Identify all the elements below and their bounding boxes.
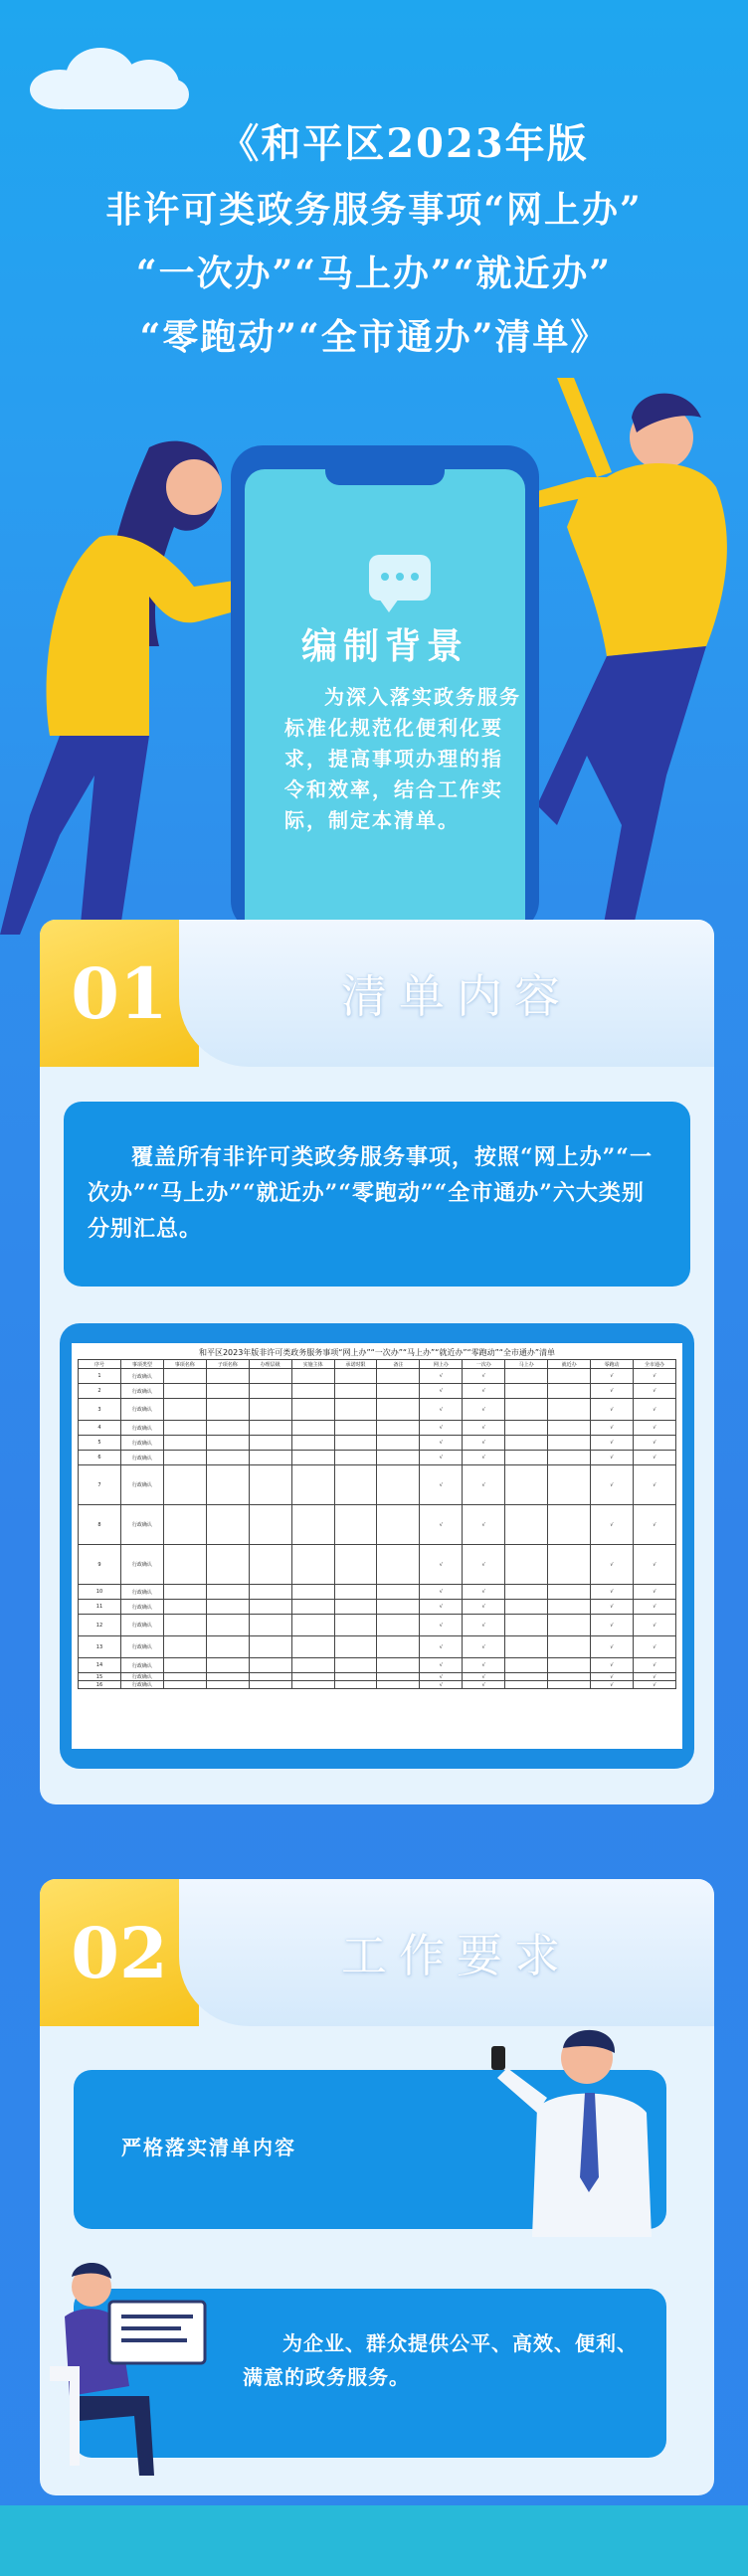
table-cell <box>249 1451 291 1465</box>
table-cell: √ <box>591 1681 634 1689</box>
table-cell <box>377 1369 420 1384</box>
table-cell <box>505 1636 548 1658</box>
table-cell <box>505 1369 548 1384</box>
section-number: 01 <box>71 951 168 1035</box>
table-cell <box>548 1585 591 1600</box>
table-cell <box>291 1399 334 1421</box>
list-table <box>72 1343 682 1749</box>
table-cell: √ <box>591 1658 634 1673</box>
table-cell <box>249 1615 291 1636</box>
table-cell: √ <box>463 1451 505 1465</box>
table-cell <box>291 1465 334 1505</box>
table-header-cell: 就近办 <box>548 1360 591 1369</box>
table-cell: √ <box>591 1421 634 1436</box>
table-cell <box>548 1465 591 1505</box>
table-cell <box>334 1681 377 1689</box>
table-cell: 6 <box>79 1451 121 1465</box>
table-cell: 行政确认 <box>120 1369 163 1384</box>
table-cell <box>505 1384 548 1399</box>
table-cell: √ <box>463 1673 505 1681</box>
table-cell <box>377 1658 420 1673</box>
table-cell <box>206 1451 249 1465</box>
table-cell: √ <box>633 1384 675 1399</box>
table-cell <box>206 1421 249 1436</box>
table-cell: √ <box>463 1436 505 1451</box>
table-cell <box>548 1615 591 1636</box>
table-cell: 行政确认 <box>120 1384 163 1399</box>
table-cell: 行政确认 <box>120 1585 163 1600</box>
table-cell <box>291 1615 334 1636</box>
table-cell <box>206 1465 249 1505</box>
table-cell: √ <box>591 1636 634 1658</box>
table-cell <box>249 1585 291 1600</box>
table-cell: √ <box>420 1681 463 1689</box>
table-header-cell: 零跑动 <box>591 1360 634 1369</box>
table-cell: √ <box>633 1369 675 1384</box>
table-cell: √ <box>633 1465 675 1505</box>
table-cell: 13 <box>79 1636 121 1658</box>
table-cell <box>505 1399 548 1421</box>
table-cell: √ <box>420 1369 463 1384</box>
table-cell: √ <box>591 1615 634 1636</box>
table-cell <box>505 1465 548 1505</box>
title-line-4: “零跑动”“全市通办”清单》 <box>139 316 609 358</box>
title-line-1: 《和平区2023年版 <box>219 120 589 167</box>
requirement-text-2: 为企业、群众提供公平、高效、便利、满意的政务服务。 <box>243 2331 638 2389</box>
table-cell: 11 <box>79 1600 121 1615</box>
table-cell: √ <box>420 1636 463 1658</box>
background-text: 为深入落实政务服务标准化规范化便利化要求，提高事项办理的指令和效率，结合工作实际，制定本清单。 <box>284 685 521 832</box>
table-cell: 1 <box>79 1369 121 1384</box>
table-cell: √ <box>463 1421 505 1436</box>
table-cell: √ <box>420 1615 463 1636</box>
section-title: 清单内容 <box>341 969 572 1023</box>
table-cell <box>548 1636 591 1658</box>
table-cell <box>334 1369 377 1384</box>
cloud-decoration <box>30 40 199 109</box>
table-cell <box>249 1505 291 1545</box>
table-cell: √ <box>463 1369 505 1384</box>
table-row <box>79 1615 676 1636</box>
table-cell <box>163 1384 206 1399</box>
table-cell: √ <box>463 1505 505 1545</box>
table-cell: √ <box>463 1585 505 1600</box>
businessman-illustration <box>477 2018 676 2237</box>
table-cell <box>163 1658 206 1673</box>
table-cell <box>505 1585 548 1600</box>
title-line-2: 非许可类政务服务事项“网上办” <box>105 189 643 231</box>
table-cell: √ <box>420 1673 463 1681</box>
table-cell: √ <box>633 1505 675 1545</box>
table-cell <box>163 1505 206 1545</box>
table-header-cell: 实施主体 <box>291 1360 334 1369</box>
table-cell <box>548 1436 591 1451</box>
table-cell <box>548 1451 591 1465</box>
table-cell <box>291 1421 334 1436</box>
table-cell <box>377 1636 420 1658</box>
table-row <box>79 1658 676 1673</box>
table-cell: √ <box>633 1451 675 1465</box>
table-cell: 10 <box>79 1585 121 1600</box>
table-cell <box>291 1681 334 1689</box>
table-header-cell: 事项类型 <box>120 1360 163 1369</box>
table-cell: √ <box>633 1585 675 1600</box>
table-cell: 12 <box>79 1615 121 1636</box>
table-cell <box>291 1658 334 1673</box>
table-cell: 3 <box>79 1399 121 1421</box>
section-number: 02 <box>71 1911 168 1994</box>
table-cell: √ <box>420 1451 463 1465</box>
table-cell <box>334 1673 377 1681</box>
table-cell <box>377 1681 420 1689</box>
table-cell <box>206 1436 249 1451</box>
table-cell: √ <box>591 1384 634 1399</box>
table-cell <box>334 1658 377 1673</box>
table-cell <box>291 1545 334 1585</box>
table-row <box>79 1673 676 1681</box>
section-title: 工作要求 <box>341 1929 572 1982</box>
table-cell: 16 <box>79 1681 121 1689</box>
table-cell <box>334 1615 377 1636</box>
table-cell <box>548 1673 591 1681</box>
table-cell <box>206 1673 249 1681</box>
phone-screen <box>245 469 525 933</box>
table-cell: 行政确认 <box>120 1421 163 1436</box>
table-cell <box>505 1681 548 1689</box>
table-cell <box>377 1585 420 1600</box>
table-cell <box>505 1600 548 1615</box>
table-cell <box>291 1673 334 1681</box>
table-cell <box>377 1505 420 1545</box>
table-cell: √ <box>463 1465 505 1505</box>
table-cell <box>548 1658 591 1673</box>
section-2-card <box>40 1879 714 2495</box>
table-cell <box>249 1600 291 1615</box>
table-row <box>79 1505 676 1545</box>
table-cell <box>249 1636 291 1658</box>
table-header-cell: 马上办 <box>505 1360 548 1369</box>
table-cell <box>206 1658 249 1673</box>
table-cell <box>249 1421 291 1436</box>
table-cell: √ <box>633 1615 675 1636</box>
table-cell <box>206 1600 249 1615</box>
table-cell: 行政确认 <box>120 1545 163 1585</box>
table-row <box>79 1465 676 1505</box>
table-cell <box>505 1505 548 1545</box>
table-cell <box>206 1636 249 1658</box>
table-cell: 8 <box>79 1505 121 1545</box>
table-cell <box>548 1545 591 1585</box>
table-row <box>79 1384 676 1399</box>
table-cell <box>377 1545 420 1585</box>
phone-illustration <box>231 445 539 933</box>
table-cell <box>249 1399 291 1421</box>
table-cell: √ <box>591 1399 634 1421</box>
table-cell: √ <box>420 1436 463 1451</box>
table-cell <box>505 1615 548 1636</box>
table-cell: √ <box>463 1384 505 1399</box>
table-cell: √ <box>420 1384 463 1399</box>
table-cell <box>163 1636 206 1658</box>
table-cell: √ <box>463 1681 505 1689</box>
table-cell <box>291 1585 334 1600</box>
title-line-3: “一次办”“马上办”“就近办” <box>135 253 613 294</box>
table-header-cell: 承诺时限 <box>334 1360 377 1369</box>
table-cell <box>291 1384 334 1399</box>
table-cell <box>505 1421 548 1436</box>
table-cell <box>291 1600 334 1615</box>
table-cell <box>163 1545 206 1585</box>
table-cell: 行政确认 <box>120 1399 163 1421</box>
table-cell: 行政确认 <box>120 1505 163 1545</box>
summary-box <box>64 1102 690 1287</box>
table-row <box>79 1421 676 1436</box>
table-cell: √ <box>591 1465 634 1505</box>
table-cell <box>377 1451 420 1465</box>
table-cell <box>377 1615 420 1636</box>
table-cell <box>163 1673 206 1681</box>
table-row <box>79 1600 676 1615</box>
table-cell: √ <box>633 1421 675 1436</box>
table-cell: 7 <box>79 1465 121 1505</box>
table-cell: √ <box>633 1545 675 1585</box>
section-1-header <box>40 920 714 1067</box>
table-row <box>79 1681 676 1689</box>
table-cell <box>377 1399 420 1421</box>
table-header-cell: 一次办 <box>463 1360 505 1369</box>
table-cell <box>291 1436 334 1451</box>
table-cell: √ <box>591 1600 634 1615</box>
chat-bubble-icon <box>369 555 431 601</box>
table-cell <box>206 1384 249 1399</box>
table-cell <box>206 1505 249 1545</box>
table-row <box>79 1436 676 1451</box>
table-cell <box>334 1545 377 1585</box>
table-cell <box>334 1436 377 1451</box>
table-header-row <box>79 1360 676 1369</box>
table-header-cell: 序号 <box>79 1360 121 1369</box>
table-cell: √ <box>420 1421 463 1436</box>
table-cell <box>334 1600 377 1615</box>
table-cell <box>249 1673 291 1681</box>
table-cell <box>249 1369 291 1384</box>
table-cell: 15 <box>79 1673 121 1681</box>
table-cell <box>377 1421 420 1436</box>
table-cell <box>163 1451 206 1465</box>
table-cell <box>334 1636 377 1658</box>
table-cell: √ <box>463 1399 505 1421</box>
table-cell <box>334 1585 377 1600</box>
table-cell: 行政确认 <box>120 1451 163 1465</box>
table-cell <box>377 1600 420 1615</box>
table-cell: 行政确认 <box>120 1436 163 1451</box>
table-cell <box>163 1421 206 1436</box>
table-cell: √ <box>591 1545 634 1585</box>
table-row <box>79 1585 676 1600</box>
table-cell <box>249 1658 291 1673</box>
table-cell: √ <box>633 1436 675 1451</box>
table-cell: 行政确认 <box>120 1465 163 1505</box>
table-cell <box>249 1681 291 1689</box>
table-title: 和平区2023年版非许可类政务服务事项“网上办”“一次办”“马上办”“就近办”“零跑动”“全市通办”清单 <box>198 1348 556 1357</box>
table-cell: 行政确认 <box>120 1673 163 1681</box>
table-cell: 行政确认 <box>120 1600 163 1615</box>
table-cell <box>505 1658 548 1673</box>
table-cell <box>249 1545 291 1585</box>
table-cell <box>377 1436 420 1451</box>
table-cell <box>548 1369 591 1384</box>
table-cell: √ <box>420 1585 463 1600</box>
table-cell: √ <box>420 1399 463 1421</box>
table-cell <box>163 1399 206 1421</box>
table-cell <box>291 1636 334 1658</box>
table-cell <box>163 1600 206 1615</box>
table-cell <box>334 1421 377 1436</box>
table-cell <box>548 1681 591 1689</box>
table-cell <box>334 1451 377 1465</box>
background-title: 编制背景 <box>300 625 468 667</box>
table-row <box>79 1636 676 1658</box>
table-cell <box>505 1673 548 1681</box>
table-cell <box>377 1465 420 1505</box>
table-cell: 行政确认 <box>120 1681 163 1689</box>
table-cell <box>206 1399 249 1421</box>
table-cell: √ <box>591 1673 634 1681</box>
table-cell: √ <box>633 1636 675 1658</box>
table-row <box>79 1451 676 1465</box>
table-cell <box>505 1451 548 1465</box>
table-cell: 4 <box>79 1421 121 1436</box>
data-table <box>78 1359 676 1689</box>
table-cell <box>206 1681 249 1689</box>
table-cell <box>334 1505 377 1545</box>
table-cell <box>334 1384 377 1399</box>
table-cell: √ <box>420 1658 463 1673</box>
summary-text: 覆盖所有非许可类政务服务事项，按照“网上办”“一次办”“马上办”“就近办”“零跑动”“全市通办”六大类别分别汇总。 <box>88 1144 653 1242</box>
table-cell <box>334 1399 377 1421</box>
table-cell: 5 <box>79 1436 121 1451</box>
table-cell: 9 <box>79 1545 121 1585</box>
requirement-text-1: 严格落实清单内容 <box>121 2136 296 2159</box>
table-cell <box>548 1384 591 1399</box>
table-cell: 14 <box>79 1658 121 1673</box>
table-row <box>79 1369 676 1384</box>
table-cell <box>548 1505 591 1545</box>
table-header-cell: 全市通办 <box>633 1360 675 1369</box>
table-cell <box>505 1436 548 1451</box>
table-cell: √ <box>420 1545 463 1585</box>
table-cell: √ <box>463 1658 505 1673</box>
table-cell <box>163 1585 206 1600</box>
table-row <box>79 1399 676 1421</box>
table-cell <box>163 1369 206 1384</box>
table-header-cell: 网上办 <box>420 1360 463 1369</box>
table-cell: √ <box>633 1681 675 1689</box>
table-header-cell: 子项名称 <box>206 1360 249 1369</box>
table-header-cell: 备注 <box>377 1360 420 1369</box>
table-cell <box>377 1384 420 1399</box>
table-cell <box>163 1615 206 1636</box>
table-cell <box>548 1399 591 1421</box>
table-cell: √ <box>463 1545 505 1585</box>
table-cell: √ <box>591 1585 634 1600</box>
section-1-card <box>40 920 714 1804</box>
table-cell: √ <box>420 1600 463 1615</box>
list-table-frame <box>60 1323 694 1769</box>
phone-notch <box>325 459 445 485</box>
table-cell <box>249 1465 291 1505</box>
table-cell <box>548 1600 591 1615</box>
table-cell: √ <box>591 1505 634 1545</box>
table-cell: √ <box>633 1658 675 1673</box>
table-cell: √ <box>420 1505 463 1545</box>
table-header-cell: 事项名称 <box>163 1360 206 1369</box>
table-cell: √ <box>463 1636 505 1658</box>
table-header-cell: 办理层级 <box>249 1360 291 1369</box>
table-cell <box>163 1681 206 1689</box>
table-cell: √ <box>463 1615 505 1636</box>
table-cell <box>291 1369 334 1384</box>
table-cell <box>163 1465 206 1505</box>
section-2-header <box>40 1879 714 2026</box>
table-cell: √ <box>591 1436 634 1451</box>
table-cell: 行政确认 <box>120 1615 163 1636</box>
table-cell <box>249 1436 291 1451</box>
table-row <box>79 1545 676 1585</box>
table-cell <box>249 1384 291 1399</box>
page-title <box>0 120 748 358</box>
table-cell: √ <box>420 1465 463 1505</box>
table-body <box>79 1369 676 1689</box>
table-cell <box>206 1615 249 1636</box>
table-cell <box>206 1545 249 1585</box>
table-cell: 2 <box>79 1384 121 1399</box>
table-cell <box>206 1585 249 1600</box>
table-cell: 行政确认 <box>120 1658 163 1673</box>
table-cell: √ <box>633 1600 675 1615</box>
table-cell <box>163 1436 206 1451</box>
table-cell: 行政确认 <box>120 1636 163 1658</box>
table-cell <box>334 1465 377 1505</box>
table-cell: √ <box>633 1673 675 1681</box>
table-cell: √ <box>463 1600 505 1615</box>
table-cell <box>291 1505 334 1545</box>
table-cell <box>291 1451 334 1465</box>
table-cell <box>377 1673 420 1681</box>
table-cell <box>548 1421 591 1436</box>
table-cell: √ <box>591 1369 634 1384</box>
office-worker-illustration <box>40 2247 229 2486</box>
table-cell <box>505 1545 548 1585</box>
table-cell <box>206 1369 249 1384</box>
table-cell: √ <box>591 1451 634 1465</box>
table-cell: √ <box>633 1399 675 1421</box>
footer-band <box>0 2505 748 2576</box>
